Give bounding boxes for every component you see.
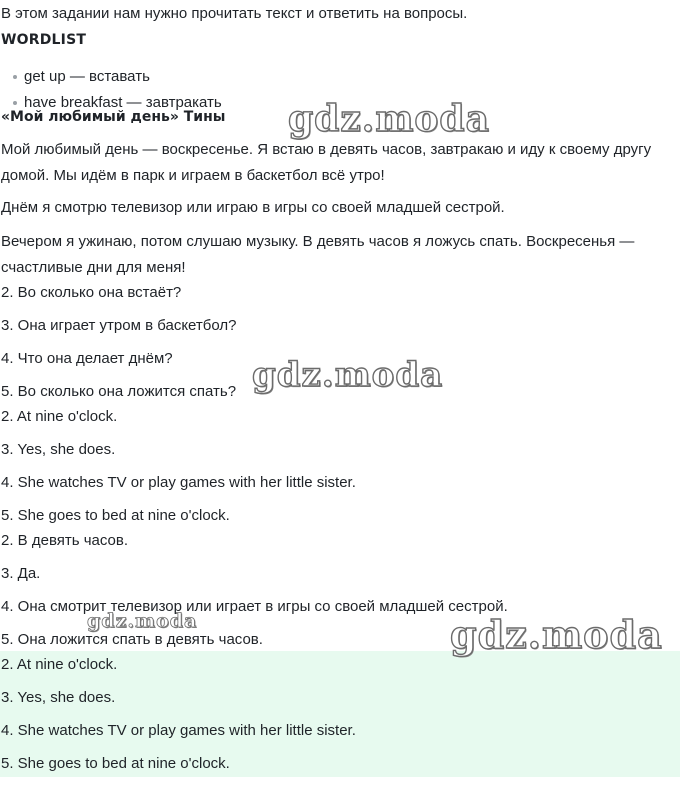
answer-en-item: 5. She goes to bed at nine o'clock. (1, 507, 230, 524)
story-paragraph: Днём я смотрю телевизор или играю в игры со своей младшей сестрой. (1, 199, 505, 216)
answer-en-item: 3. Yes, she does. (1, 441, 116, 458)
highlight-answer-item: 5. She goes to bed at nine o'clock. (1, 755, 230, 772)
question-item: 4. Что она делает днём? (1, 350, 173, 367)
answer-ru-item: 3. Да. (1, 565, 41, 582)
answer-en-item: 4. She watches TV or play games with her little sister. (1, 474, 356, 491)
story-paragraph: Вечером я ужинаю, потом слушаю музыку. В девять часов я ложусь спать. Воскресенья — счастливые дни для меня! (1, 233, 635, 276)
watermark-logo: gdz.moda (87, 610, 198, 632)
highlight-answer-item: 4. She watches TV or play games with her little sister. (1, 722, 356, 739)
wordlist-item: get up — вставать (0, 64, 400, 90)
wordlist-heading: WORDLIST (1, 32, 87, 48)
highlight-answer-item: 2. At nine o'clock. (1, 656, 118, 673)
question-item: 3. Она играет утром в баскетбол? (1, 317, 237, 334)
question-item: 5. Во сколько она ложится спать? (1, 383, 237, 400)
wordlist (0, 64, 400, 111)
wordlist-item: have breakfast — завтракать (0, 90, 400, 116)
answer-ru-item: 5. Она ложится спать в девять часов. (1, 631, 263, 648)
watermark-logo: gdz.moda (450, 612, 663, 657)
story-paragraph: Мой любимый день — воскресенье. Я встаю в девять часов, завтракаю и иду к своему другу домой. Мы идём в парк и играем в баскетбол всё утро! (1, 141, 652, 184)
watermark-logo: gdz.moda (252, 355, 444, 395)
watermark-logo: gdz.moda (288, 98, 490, 140)
highlight-answer-item: 3. Yes, she does. (1, 689, 116, 706)
question-item: 2. Во сколько она встаёт? (1, 284, 182, 301)
story-title: «Мой любимый день» Тины (1, 109, 226, 125)
answer-ru-item: 4. Она смотрит телевизор или играет в игры со своей младшей сестрой. (1, 598, 508, 615)
answer-ru-item: 2. В девять часов. (1, 532, 129, 549)
answer-en-item: 2. At nine o'clock. (1, 408, 118, 425)
task-intro: В этом задании нам нужно прочитать текст и ответить на вопросы. (1, 5, 468, 22)
